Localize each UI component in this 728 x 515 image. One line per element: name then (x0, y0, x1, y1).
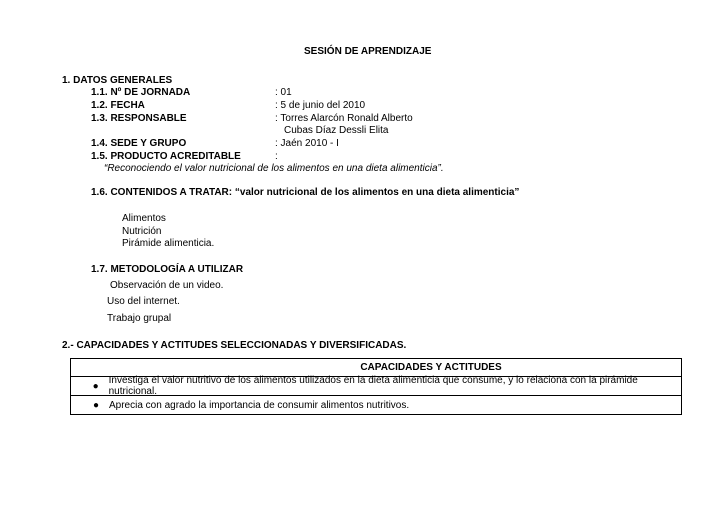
method-item-internet: Uso del internet. (107, 296, 180, 307)
section-2-heading: 2.- CAPACIDADES Y ACTITUDES SELECCIONADAS Y DIVERSIFICADAS. (62, 340, 407, 351)
field-value-responsable-2: Cubas Díaz Dessli Elita (284, 125, 389, 136)
field-label-fecha: 1.2. FECHA (91, 100, 145, 111)
bullet-icon: ● (92, 399, 99, 411)
method-heading: 1.7. METODOLOGÍA A UTILIZAR (91, 264, 244, 275)
content-item-nutricion: Nutrición (122, 226, 162, 237)
content-item-piramide: Pirámide alimenticia. (122, 238, 215, 249)
field-value-jornada: : 01 (275, 87, 292, 98)
bullet-icon: ● (92, 380, 99, 392)
table-cell (71, 396, 682, 415)
field-value-fecha: : 5 de junio del 2010 (275, 100, 366, 111)
section-1-heading: 1. DATOS GENERALES (62, 75, 173, 86)
capacity-text: Aprecia con agrado la importancia de consumir alimentos nutritivos. (109, 399, 410, 411)
table-header-row (71, 359, 682, 377)
field-label-sede: 1.4. SEDE Y GRUPO (91, 138, 187, 149)
field-value-producto: : (275, 151, 278, 162)
field-value-sede: : Jaén 2010 - I (275, 138, 339, 149)
table-header: CAPACIDADES Y ACTITUDES (71, 359, 682, 377)
table-row-content (71, 396, 681, 414)
contents-line (91, 187, 519, 199)
table-row (71, 377, 682, 396)
product-text: “Reconociendo el valor nutricional de los alimentos en una dieta alimenticia”. (104, 163, 444, 174)
capacity-text: Investiga el valor nutritivo de los alimentos utilizados en la dieta alimenticia que consume, y lo relaciona con la pirámide nutricional. (108, 375, 638, 397)
field-label-producto: 1.5. PRODUCTO ACREDITABLE (91, 151, 241, 162)
field-value-responsable: : Torres Alarcón Ronald Alberto (275, 113, 413, 124)
table-row (71, 396, 682, 415)
document-title: SESIÓN DE APRENDIZAJE (304, 46, 432, 57)
method-item-grupal: Trabajo grupal (107, 313, 172, 324)
method-item-video: Observación de un video. (110, 280, 224, 291)
capacities-table (70, 358, 682, 415)
table-cell (71, 377, 682, 396)
contents-value: : “valor nutricional de los alimentos en una dieta alimenticia” (228, 187, 520, 198)
table-row-content (71, 377, 681, 395)
field-label-jornada: 1.1. Nº DE JORNADA (91, 87, 191, 98)
contents-label: 1.6. CONTENIDOS A TRATAR (91, 187, 229, 198)
content-item-alimentos: Alimentos (122, 213, 166, 224)
field-label-responsable: 1.3. RESPONSABLE (91, 113, 187, 124)
